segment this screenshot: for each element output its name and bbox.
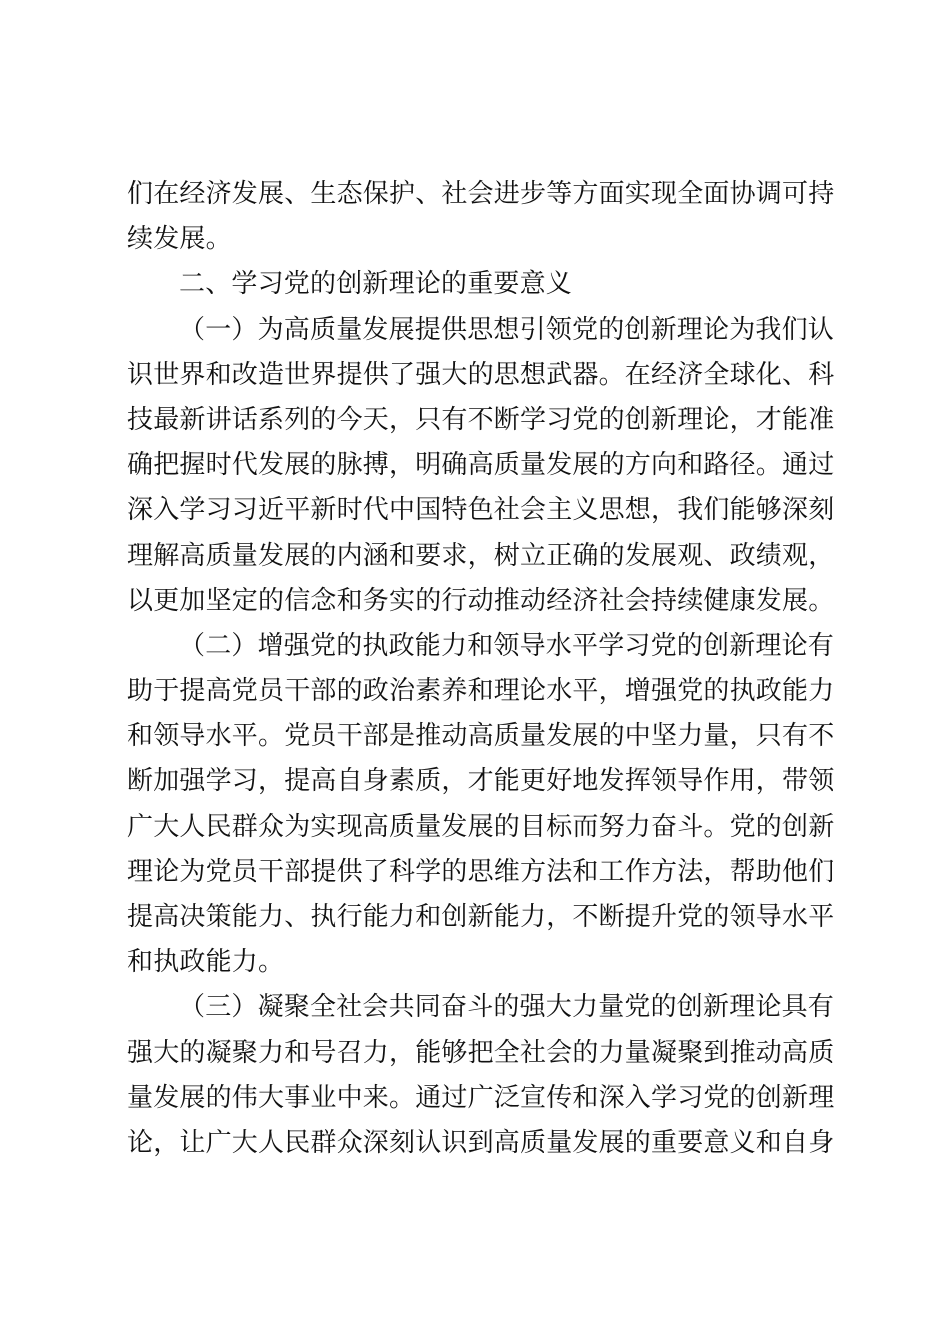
- text-line: 提高决策能力、执行能力和创新能力，不断提升党的领导水平: [127, 902, 835, 932]
- text-line: 以更加坚定的信念和务实的行动推动经济社会持续健康发展。: [127, 585, 835, 616]
- text-line: 识世界和改造世界提供了强大的思想武器。在经济全球化、科: [127, 359, 835, 390]
- text-line: 论，让广大人民群众深刻认识到高质量发展的重要意义和自身: [127, 1127, 835, 1158]
- text-line: 助于提高党员干部的政治素养和理论水平，增强党的执政能力: [127, 676, 835, 707]
- text-line: 理论为党员干部提供了科学的思维方法和工作方法，帮助他们: [127, 856, 835, 887]
- text-line: 理解高质量发展的内涵和要求，树立正确的发展观、政绩观，: [127, 540, 835, 571]
- text-line: 们在经济发展、生态保护、社会进步等方面实现全面协调可持: [127, 179, 835, 209]
- text-line: 技最新讲话系列的今天，只有不断学习党的创新理论，才能准: [127, 404, 835, 435]
- subsection-heading-line: （一）为高质量发展提供思想引领党的创新理论为我们认: [179, 314, 835, 345]
- text-line: 续发展。: [127, 224, 232, 255]
- text-line: 确把握时代发展的脉搏，明确高质量发展的方向和路径。通过: [127, 450, 835, 481]
- body-text: [127, 172, 835, 1166]
- text-line: 和执政能力。: [127, 947, 285, 978]
- text-line: 量发展的伟大事业中来。通过广泛宣传和深入学习党的创新理: [127, 1082, 835, 1113]
- subsection-heading-line: （二）增强党的执政能力和领导水平学习党的创新理论有: [179, 630, 835, 661]
- text-line: 断加强学习，提高自身素质，才能更好地发挥领导作用，带领: [127, 766, 835, 797]
- text-line: 强大的凝聚力和号召力，能够把全社会的力量凝聚到推动高质: [127, 1037, 835, 1068]
- text-line: 和领导水平。党员干部是推动高质量发展的中坚力量，只有不: [127, 721, 835, 752]
- section-heading: 二、学习党的创新理论的重要意义: [179, 269, 573, 300]
- text-line: 深入学习习近平新时代中国特色社会主义思想，我们能够深刻: [127, 495, 835, 526]
- text-line: 广大人民群众为实现高质量发展的目标而努力奋斗。党的创新: [127, 811, 835, 842]
- subsection-heading-line: （三）凝聚全社会共同奋斗的强大力量党的创新理论具有: [179, 992, 835, 1023]
